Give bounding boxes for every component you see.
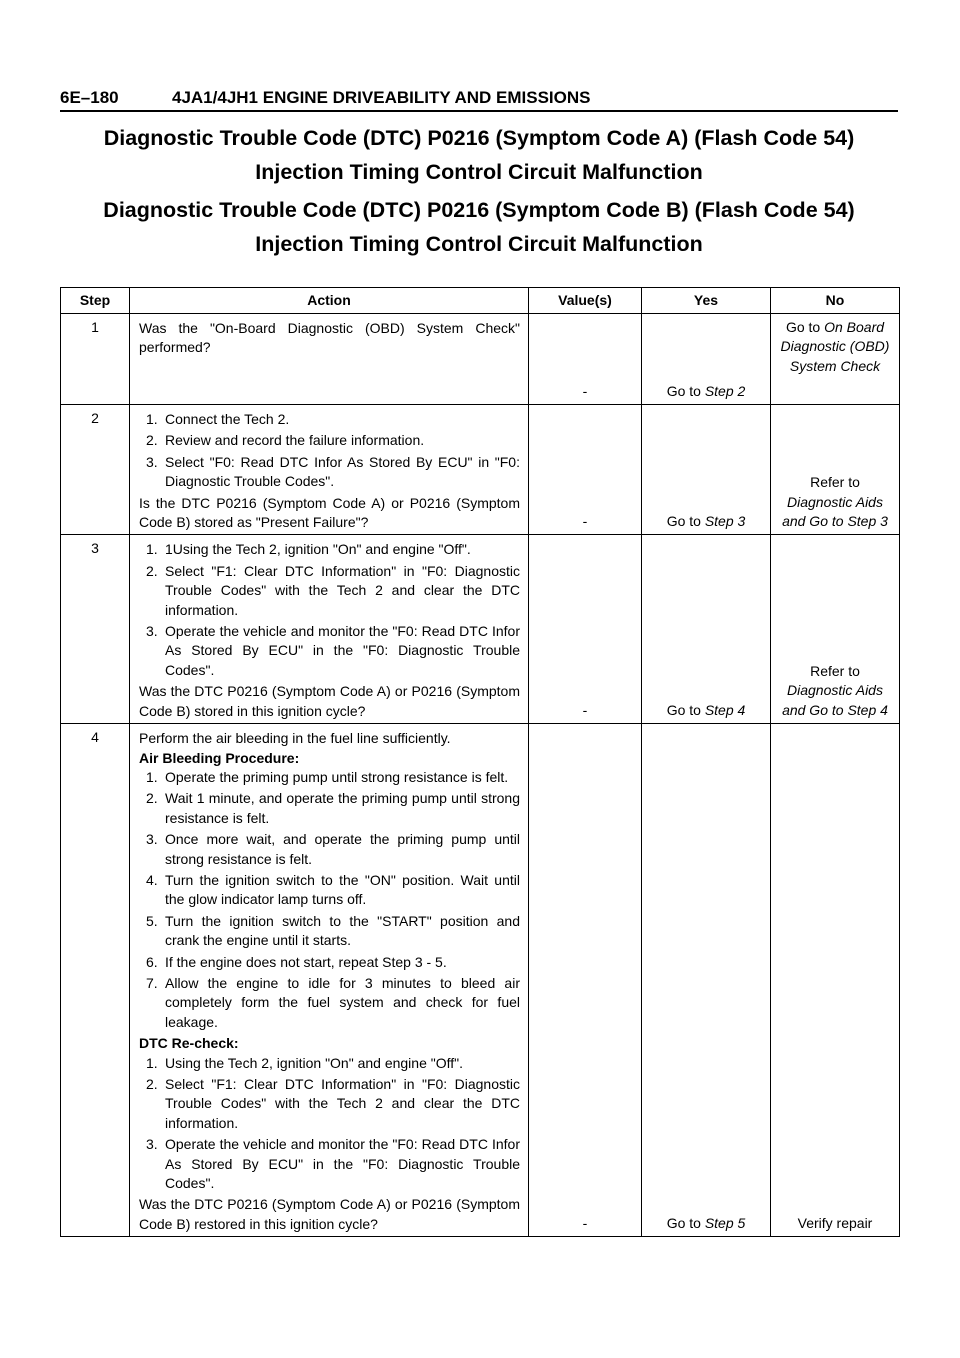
table-row [61,535,900,724]
action-question: Was the DTC P0216 (Symptom Code A) or P0216 (Symptom Code B) restored in this ignition cycle? [139,1196,520,1232]
step-number: 3 [61,535,130,724]
action-question: Was the DTC P0216 (Symptom Code A) or P0216 (Symptom Code B) stored in this ignition cycle? [139,683,520,719]
value-cell: - [529,724,642,1237]
table-row [61,314,900,405]
list-item: 3. Select "F0: Read DTC Infor As Stored By ECU" in "F0: Diagnostic Trouble Codes". [146,453,520,490]
action-cell [130,535,529,724]
heading-line: Diagnostic Trouble Code (DTC) P0216 (Symptom Code A) (Flash Code 54) [103,126,855,150]
no-prefix: Go to [785,319,825,335]
list-item: 4. Turn the ignition switch to the "ON" position. Wait until the glow indicator lamp turns off. [146,871,520,908]
diagnostic-table [60,287,900,1237]
no-cell: Verify repair [771,724,900,1237]
value-cell: - [529,314,642,405]
yes-step-link[interactable]: Step 4 [704,701,746,718]
page-number: 6E–180 [60,88,119,107]
action-cell [130,314,529,405]
list-item: 1. 1Using the Tech 2, ignition "On" and engine "Off". [146,541,471,558]
no-cell [771,314,900,405]
subheading-air-bleeding: Air Bleeding Procedure: [139,749,300,766]
list-item: 1. Connect the Tech 2. [146,411,290,427]
yes-prefix: Go to [666,701,705,718]
heading-line: Injection Timing Control Circuit Malfunction [255,160,703,184]
column-header-no: No [771,288,900,314]
value-cell: - [529,535,642,724]
column-header-yes: Yes [642,288,771,314]
table-row [61,405,900,535]
action-intro: Perform the air bleeding in the fuel line sufficiently. [139,730,451,747]
list-item: 1. Using the Tech 2, ignition "On" and engine "Off". [146,1054,463,1071]
table-row [61,724,900,1237]
yes-step-link[interactable]: Step 2 [704,382,746,399]
no-cell [771,535,900,724]
action-cell [130,724,529,1237]
yes-step-link[interactable]: Step 3 [704,513,746,530]
no-cell [771,405,900,535]
no-prefix: Refer to [810,662,860,679]
yes-prefix: Go to [666,382,705,399]
dtc-recheck-steps-list [139,1054,520,1194]
list-item: 7. Allow the engine to idle for 3 minutes to bleed air completely form the fuel system and check for fuel leakage. [146,974,520,1030]
yes-cell [642,724,771,1237]
list-item: 1. Operate the priming pump until strong resistance is felt. [146,768,509,785]
list-item: 2. Review and record the failure information. [146,432,425,449]
list-item: 3. Operate the vehicle and monitor the "F0: Read DTC Infor As Stored By ECU" in the "F0: Diagnostic Trouble Codes". [146,1136,520,1192]
air-bleeding-steps-list [139,768,520,1032]
action-question: Is the DTC P0216 (Symptom Code A) or P0216 (Symptom Code B) stored as "Present Failure"? [139,494,520,531]
step-number: 1 [61,314,130,405]
dtc-heading-symptom-b [60,193,898,261]
list-item: 5. Turn the ignition switch to the "START" position and crank the engine until it starts. [146,912,520,949]
list-item: 3. Operate the vehicle and monitor the "F0: Read DTC Infor As Stored By ECU" in the "F0: Diagnostic Trouble Codes". [146,623,520,678]
dtc-heading-symptom-a [60,121,898,189]
action-steps-list [139,410,520,492]
action-cell [130,405,529,535]
column-header-values: Value(s) [529,288,642,314]
list-item: 2. Select "F1: Clear DTC Information" in "F0: Diagnostic Trouble Codes" with the Tech 2 and clear the DTC information. [146,1076,520,1131]
step-number: 2 [61,405,130,535]
no-obd-check-link[interactable]: On Board Diagnostic (OBD) System Check [780,319,890,374]
action-text: Was the "On-Board Diagnostic (OBD) System Check" performed? [139,320,520,356]
list-item: 2. Wait 1 minute, and operate the priming pump until strong resistance is felt. [146,790,520,826]
list-item: 2. Select "F1: Clear DTC Information" in "F0: Diagnostic Trouble Codes" with the Tech 2 and clear the DTC information. [146,562,520,618]
no-prefix: Refer to [810,474,860,491]
value-cell: - [529,405,642,535]
column-header-step: Step [61,288,130,314]
yes-prefix: Go to [666,513,705,530]
yes-step-link[interactable]: Step 5 [704,1214,746,1231]
list-item: 3. Once more wait, and operate the priming pump until strong resistance is felt. [146,831,520,867]
yes-prefix: Go to [666,1214,705,1231]
action-steps-list [139,540,520,680]
page-header [60,88,898,112]
column-header-action: Action [130,288,529,314]
table-header-row [61,288,900,314]
subheading-dtc-recheck: DTC Re-check: [139,1035,239,1052]
yes-cell [642,314,771,405]
yes-cell [642,405,771,535]
no-diagnostic-aids-link[interactable]: Diagnostic Aids and Go to Step 4 [782,682,888,718]
section-title: 4JA1/4JH1 ENGINE DRIVEABILITY AND EMISSIONS [172,88,591,107]
list-item: 6. If the engine does not start, repeat Step 3 - 5. [146,953,447,970]
yes-cell [642,535,771,724]
step-number: 4 [61,724,130,1237]
heading-line: Injection Timing Control Circuit Malfunction [255,232,703,256]
heading-line: Diagnostic Trouble Code (DTC) P0216 (Symptom Code B) (Flash Code 54) [103,198,855,222]
no-diagnostic-aids-link[interactable]: Diagnostic Aids and Go to Step 3 [782,493,888,530]
